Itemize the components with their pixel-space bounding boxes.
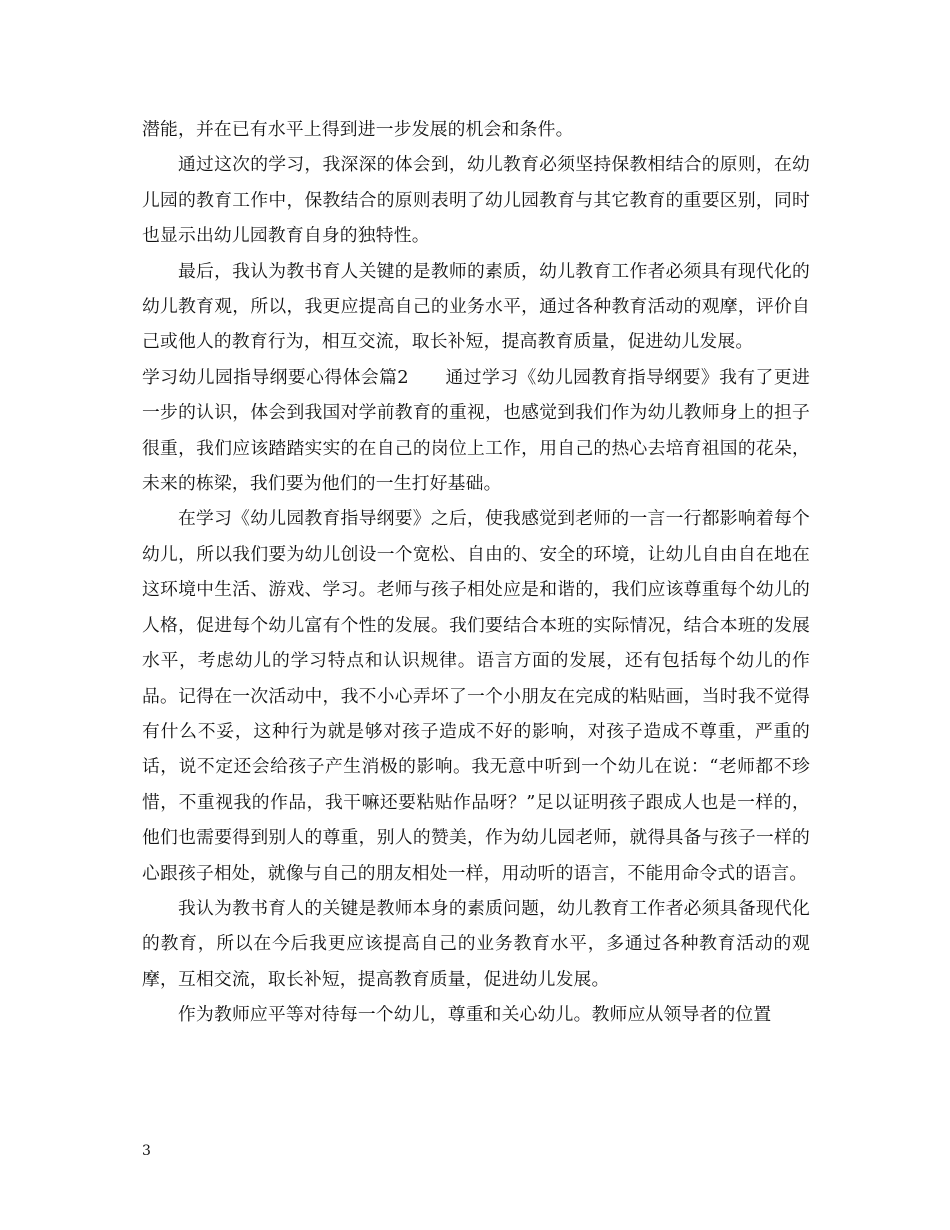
paragraph-7: 作为教师应平等对待每一个幼儿，尊重和关心幼儿。教师应从领导者的位置	[178, 1004, 772, 1026]
paragraph-1: 潜能，并在已有水平上得到进一步发展的机会和条件。	[142, 119, 574, 140]
paragraph-4: 学习幼儿园指导纲要心得体会篇2 通过学习《幼儿园教育指导纲要》我有了更进一步的认识，体会到我国对学前教育的重视，也感觉到我们作为幼儿教师身上的担子很重，我们应该踏踏实实的在自己的岗位上工作，用自己的热心去培育祖国的花朵，未来的栋梁，我们要为他们的一生打好基础。	[142, 366, 810, 495]
paragraph-2: 通过这次的学习，我深深的体会到，幼儿教育必须坚持保教相结合的原则，在幼儿园的教育工作中，保教结合的原则表明了幼儿园教育与其它教育的重要区别，同时也显示出幼儿园教育自身的独特性。	[142, 154, 810, 247]
paragraph-3: 最后，我认为教书育人关键的是教师的素质，幼儿教育工作者必须具有现代化的幼儿教育观，所以，我更应提高自己的业务水平，通过各种教育活动的观摩，评价自己或他人的教育行为，相互交流，取长补短，提高教育质量，促进幼儿发展。	[142, 260, 810, 353]
document-body	[142, 112, 810, 1033]
paragraph-6: 我认为教书育人的关键是教师本身的素质问题，幼儿教育工作者必须具备现代化的教育，所以在今后我更应该提高自己的业务教育水平，多通过各种教育活动的观摩，互相交流，取长补短，提高教育质量，促进幼儿发展。	[142, 897, 810, 990]
page-number: 3	[142, 1143, 151, 1159]
paragraph-5: 在学习《幼儿园教育指导纲要》之后，使我感觉到老师的一言一行都影响着每个幼儿，所以我们要为幼儿创设一个宽松、自由的、安全的环境，让幼儿自由自在地在这环境中生活、游戏、学习。老师与孩子相处应是和谐的，我们应该尊重每个幼儿的人格，促进每个幼儿富有个性的发展。我们要结合本班的实际情况，结合本班的发展水平，考虑幼儿的学习特点和认识规律。语言方面的发展，还有包括每个幼儿的作品。记得在一次活动中，我不小心弄坏了一个小朋友在完成的粘贴画，当时我不觉得有什么不妥，这种行为就是够对孩子造成不好的影响，对孩子造成不尊重，严重的话，说不定还会给孩子产生消极的影响。我无意中听到一个幼儿在说：“老师都不珍惜，不重视我的作品，我干嘛还要粘贴作品呀？”足以证明孩子跟成人也是一样的，他们也需要得到别人的尊重，别人的赞美，作为幼儿园老师，就得具备与孩子一样的心跟孩子相处，就像与自己的朋友相处一样，用动听的语言，不能用命令式的语言。	[142, 508, 810, 884]
